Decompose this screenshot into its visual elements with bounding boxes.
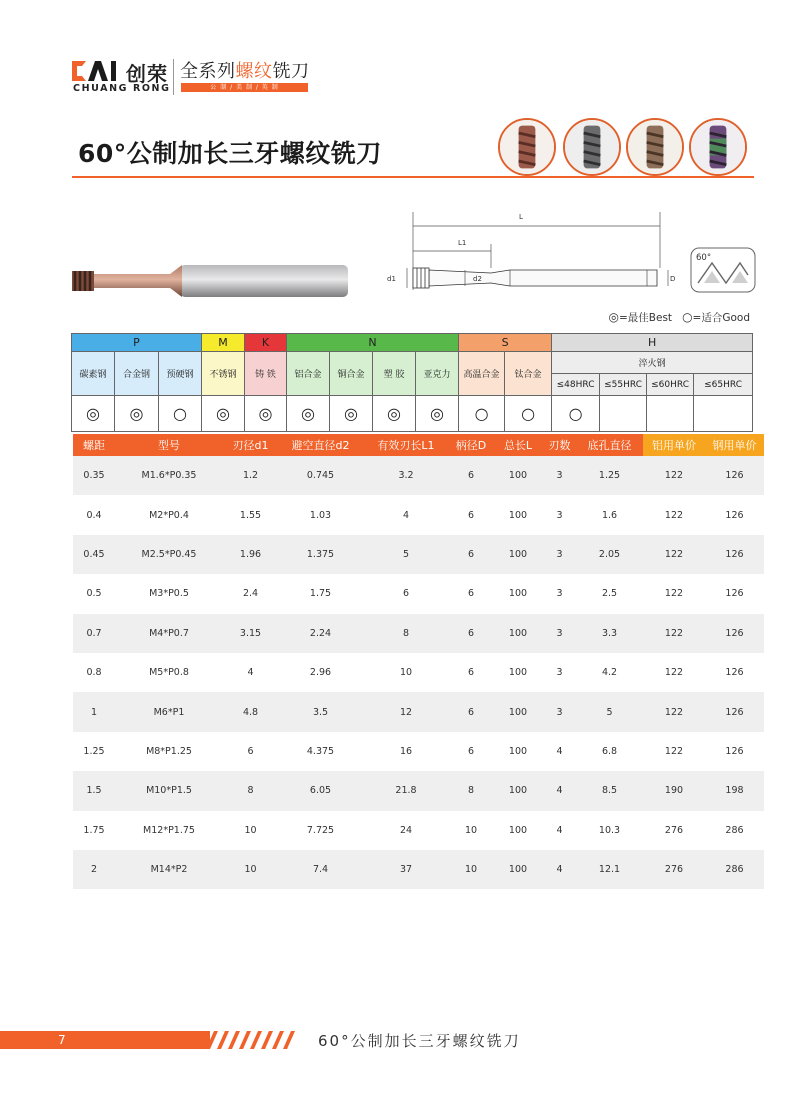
spec-cell: 3.15 bbox=[223, 614, 278, 653]
spec-cell: 24 bbox=[399, 824, 413, 836]
col-price-steel: 钢用单价 bbox=[705, 434, 764, 456]
material-stainless: 不锈钢 bbox=[202, 352, 245, 396]
hardness-65: ≤65HRC bbox=[694, 374, 753, 396]
col-L: 总长L bbox=[493, 434, 543, 456]
spec-cell: 37 bbox=[363, 850, 449, 889]
group-M: M bbox=[202, 334, 245, 352]
spec-cell: 126 bbox=[705, 692, 764, 731]
rating-cell bbox=[694, 396, 753, 432]
spec-cell: 6 bbox=[467, 588, 475, 600]
spec-cell: 1.75 bbox=[309, 588, 332, 600]
rating-cell: ◎ bbox=[115, 396, 159, 432]
brand-name-cn: 创荣 bbox=[126, 62, 168, 86]
spec-cell: 286 bbox=[725, 824, 744, 836]
tool-photo bbox=[70, 262, 350, 300]
spec-cell: 6 bbox=[467, 745, 475, 757]
spec-cell: 122 bbox=[664, 667, 684, 679]
spec-cell: 1.25 bbox=[576, 456, 643, 495]
spec-cell: 6 bbox=[449, 535, 493, 574]
spec-cell: 100 bbox=[508, 588, 528, 600]
spec-cell: 100 bbox=[508, 745, 528, 757]
spec-cell: 0.7 bbox=[73, 614, 115, 653]
dim-label-L: L bbox=[519, 213, 523, 221]
rating-cell: ◎ bbox=[373, 396, 416, 432]
spec-cell: 122 bbox=[643, 456, 705, 495]
spec-cell: 3 bbox=[556, 667, 563, 679]
spec-cell: 5 bbox=[576, 692, 643, 731]
material-plastic: 塑 胶 bbox=[373, 352, 416, 396]
spec-cell: 126 bbox=[705, 535, 764, 574]
rating-cell: ○ bbox=[159, 396, 202, 432]
spec-cell: 1.96 bbox=[223, 535, 278, 574]
spec-cell: M12*P1.75 bbox=[143, 824, 195, 836]
spec-cell: 10 bbox=[223, 850, 278, 889]
rating-cell: ○ bbox=[505, 396, 552, 432]
dimension-drawing bbox=[385, 210, 675, 300]
spec-cell: 3.3 bbox=[576, 614, 643, 653]
spec-cell: 126 bbox=[705, 456, 764, 495]
spec-cell: 6 bbox=[467, 667, 475, 679]
spec-cell: 4.375 bbox=[306, 745, 335, 757]
thread-angle-icon bbox=[690, 247, 756, 293]
col-price-al: 铝用单价 bbox=[643, 434, 705, 456]
spec-cell: 2.96 bbox=[309, 667, 332, 679]
spec-cell: 8 bbox=[363, 614, 449, 653]
spec-cell: 126 bbox=[725, 509, 744, 521]
spec-row bbox=[73, 771, 764, 810]
spec-cell: 122 bbox=[664, 588, 684, 600]
spec-cell: 4.2 bbox=[601, 667, 618, 679]
spec-cell: 122 bbox=[664, 509, 684, 521]
spec-cell: 6.8 bbox=[601, 745, 618, 757]
brand-series: 全系列螺纹铣刀 bbox=[180, 61, 310, 82]
footer-stripes bbox=[200, 1031, 300, 1049]
material-copper: 铜合金 bbox=[330, 352, 373, 396]
spec-cell: 3 bbox=[556, 509, 563, 521]
rating-cell bbox=[647, 396, 694, 432]
col-d1: 刃径d1 bbox=[223, 434, 278, 456]
material-alloy-steel: 合金钢 bbox=[115, 352, 159, 396]
group-N: N bbox=[287, 334, 459, 352]
spec-cell: 0.5 bbox=[86, 588, 102, 600]
spec-cell: 0.4 bbox=[86, 509, 102, 521]
spec-row bbox=[73, 732, 764, 771]
spec-cell: 4 bbox=[556, 824, 563, 836]
spec-row bbox=[73, 574, 764, 613]
best-symbol: ◎ bbox=[608, 310, 619, 324]
group-P: P bbox=[72, 334, 202, 352]
brand-logo bbox=[70, 55, 320, 100]
spec-cell: 7.725 bbox=[306, 824, 335, 836]
spec-cell: 276 bbox=[664, 824, 684, 836]
col-d2: 避空直径d2 bbox=[278, 434, 363, 456]
col-model: 型号 bbox=[115, 434, 223, 456]
spec-cell: 2 bbox=[73, 850, 115, 889]
material-acrylic: 亚克力 bbox=[416, 352, 459, 396]
spec-cell: 1.5 bbox=[73, 771, 115, 810]
material-titanium: 钛合金 bbox=[505, 352, 552, 396]
spec-cell: 0.45 bbox=[73, 535, 115, 574]
spec-cell: M4*P0.7 bbox=[115, 614, 223, 653]
col-flutes: 刃数 bbox=[543, 434, 576, 456]
coating-thumb-1 bbox=[498, 118, 556, 176]
spec-cell: 4 bbox=[402, 509, 410, 521]
spec-cell: 3.2 bbox=[363, 456, 449, 495]
spec-cell: 0.8 bbox=[86, 667, 102, 679]
spec-cell: 1.25 bbox=[83, 745, 105, 757]
spec-cell: 100 bbox=[508, 667, 528, 679]
spec-row bbox=[73, 850, 764, 889]
material-cast-iron: 铸 铁 bbox=[245, 352, 287, 396]
spec-cell: 10 bbox=[244, 824, 257, 836]
spec-cell: 10 bbox=[399, 667, 413, 679]
spec-cell: M5*P0.8 bbox=[149, 667, 189, 679]
spec-cell: 1.55 bbox=[239, 509, 262, 521]
spec-cell: 4 bbox=[543, 850, 576, 889]
col-hole: 底孔直径 bbox=[576, 434, 643, 456]
spec-cell: 1.375 bbox=[278, 535, 363, 574]
spec-cell: 190 bbox=[643, 771, 705, 810]
col-pitch: 螺距 bbox=[73, 434, 115, 456]
material-table bbox=[71, 333, 753, 432]
spec-row bbox=[73, 456, 764, 495]
spec-cell: 10 bbox=[464, 824, 478, 836]
spec-cell: 6 bbox=[449, 456, 493, 495]
spec-cell: 1.75 bbox=[83, 824, 105, 836]
rating-cell: ◎ bbox=[72, 396, 115, 432]
rating-cell: ○ bbox=[552, 396, 600, 432]
spec-cell: 126 bbox=[725, 667, 744, 679]
spec-header-row bbox=[73, 434, 764, 456]
spec-cell: 12.1 bbox=[576, 850, 643, 889]
spec-cell: 126 bbox=[705, 614, 764, 653]
spec-cell: M1.6*P0.35 bbox=[115, 456, 223, 495]
coating-thumb-4 bbox=[689, 118, 747, 176]
spec-cell: 122 bbox=[643, 692, 705, 731]
spec-cell: 6 bbox=[467, 509, 475, 521]
spec-cell: 4 bbox=[556, 745, 563, 757]
material-hardened-steel: 淬火钢 bbox=[552, 352, 753, 374]
page-number: 7 bbox=[58, 1033, 66, 1047]
group-K: K bbox=[245, 334, 287, 352]
spec-cell: M2.5*P0.45 bbox=[115, 535, 223, 574]
spec-cell: 10.3 bbox=[598, 824, 621, 836]
spec-row bbox=[73, 535, 764, 574]
spec-cell: M10*P1.5 bbox=[115, 771, 223, 810]
spec-row bbox=[73, 811, 764, 850]
col-L1: 有效刃长L1 bbox=[363, 434, 449, 456]
title-underline bbox=[72, 176, 754, 178]
spec-cell: 100 bbox=[508, 824, 528, 836]
hardness-48: ≤48HRC bbox=[552, 374, 600, 396]
footer-bar bbox=[0, 1031, 210, 1049]
spec-cell: 6 bbox=[402, 588, 410, 600]
spec-cell: M8*P1.25 bbox=[146, 745, 192, 757]
spec-cell: 12 bbox=[363, 692, 449, 731]
spec-row bbox=[73, 495, 764, 534]
spec-cell: 6 bbox=[449, 692, 493, 731]
material-carbon-steel: 碳素钢 bbox=[72, 352, 115, 396]
spec-row bbox=[73, 614, 764, 653]
spec-cell: 1 bbox=[73, 692, 115, 731]
spec-cell: 2.5 bbox=[601, 588, 618, 600]
rating-cell: ◎ bbox=[416, 396, 459, 432]
spec-cell: 276 bbox=[643, 850, 705, 889]
coating-thumb-2 bbox=[563, 118, 621, 176]
brand-logo-icon bbox=[70, 59, 124, 83]
brand-name-en: CHUANG RONG bbox=[73, 83, 171, 94]
brand-divider bbox=[173, 59, 174, 95]
footer-title: 60°公制加长三牙螺纹铣刀 bbox=[318, 1032, 521, 1050]
col-D: 柄径D bbox=[449, 434, 493, 456]
spec-cell: 1.03 bbox=[309, 509, 332, 521]
spec-cell: 1.6 bbox=[601, 509, 618, 521]
spec-cell: 3 bbox=[543, 692, 576, 731]
best-text: =最佳Best bbox=[618, 312, 673, 324]
dim-label-D: D bbox=[670, 275, 675, 283]
spec-cell: M14*P2 bbox=[115, 850, 223, 889]
spec-cell: 122 bbox=[664, 745, 684, 757]
spec-cell: 198 bbox=[705, 771, 764, 810]
spec-cell: 7.4 bbox=[278, 850, 363, 889]
dim-label-d2: d2 bbox=[473, 275, 482, 283]
spec-cell: 5 bbox=[363, 535, 449, 574]
good-symbol: ○ bbox=[682, 310, 693, 324]
page-title: 60°公制加长三牙螺纹铣刀 bbox=[78, 139, 382, 168]
spec-cell: 100 bbox=[493, 535, 543, 574]
spec-row bbox=[73, 653, 764, 692]
spec-cell: 6 bbox=[449, 614, 493, 653]
spec-cell: 8.5 bbox=[576, 771, 643, 810]
material-superalloy: 高温合金 bbox=[459, 352, 505, 396]
spec-cell: M2*P0.4 bbox=[149, 509, 189, 521]
spec-cell: 0.745 bbox=[278, 456, 363, 495]
thread-angle-label: 60° bbox=[696, 253, 712, 263]
hardness-55: ≤55HRC bbox=[600, 374, 647, 396]
rating-cell: ◎ bbox=[202, 396, 245, 432]
spec-table bbox=[73, 434, 764, 889]
spec-cell: 0.35 bbox=[73, 456, 115, 495]
spec-cell: 10 bbox=[449, 850, 493, 889]
spec-cell: 3 bbox=[543, 535, 576, 574]
spec-cell: 100 bbox=[493, 456, 543, 495]
spec-cell: 16 bbox=[399, 745, 413, 757]
spec-cell: 3 bbox=[543, 614, 576, 653]
spec-cell: 3 bbox=[543, 456, 576, 495]
spec-cell: 122 bbox=[643, 614, 705, 653]
spec-cell: M3*P0.5 bbox=[149, 588, 189, 600]
spec-cell: M6*P1 bbox=[115, 692, 223, 731]
spec-cell: 8 bbox=[449, 771, 493, 810]
spec-cell: 3.5 bbox=[278, 692, 363, 731]
spec-cell: 21.8 bbox=[363, 771, 449, 810]
spec-cell: 2.05 bbox=[576, 535, 643, 574]
spec-cell: 126 bbox=[725, 588, 744, 600]
brand-subtitle: 公 制 / 美 制 / 英 制 bbox=[181, 83, 308, 92]
group-H: H bbox=[552, 334, 753, 352]
spec-cell: 100 bbox=[493, 692, 543, 731]
rating-legend bbox=[609, 310, 751, 325]
spec-cell: 8 bbox=[223, 771, 278, 810]
spec-row bbox=[73, 692, 764, 731]
dim-label-L1: L1 bbox=[458, 239, 467, 247]
spec-cell: 2.24 bbox=[278, 614, 363, 653]
spec-cell: 100 bbox=[493, 850, 543, 889]
rating-cell: ○ bbox=[459, 396, 505, 432]
spec-cell: 1.2 bbox=[223, 456, 278, 495]
rating-cell: ◎ bbox=[245, 396, 287, 432]
rating-cell bbox=[600, 396, 647, 432]
rating-cell: ◎ bbox=[287, 396, 330, 432]
spec-cell: 100 bbox=[508, 509, 528, 521]
spec-cell: 4 bbox=[247, 667, 254, 679]
spec-cell: 4 bbox=[543, 771, 576, 810]
coating-thumb-3 bbox=[626, 118, 684, 176]
spec-cell: 126 bbox=[725, 745, 744, 757]
dim-label-d1: d1 bbox=[387, 275, 396, 283]
spec-cell: 6 bbox=[247, 745, 254, 757]
rating-cell: ◎ bbox=[330, 396, 373, 432]
spec-cell: 100 bbox=[493, 614, 543, 653]
spec-cell: 286 bbox=[705, 850, 764, 889]
group-S: S bbox=[459, 334, 552, 352]
material-prehardened-steel: 预硬钢 bbox=[159, 352, 202, 396]
spec-cell: 6.05 bbox=[278, 771, 363, 810]
hardness-60: ≤60HRC bbox=[647, 374, 694, 396]
spec-cell: 2.4 bbox=[242, 588, 259, 600]
spec-cell: 3 bbox=[556, 588, 563, 600]
material-aluminum: 铝合金 bbox=[287, 352, 330, 396]
spec-cell: 100 bbox=[493, 771, 543, 810]
rating-row bbox=[72, 396, 753, 432]
spec-cell: 122 bbox=[643, 535, 705, 574]
spec-cell: 4.8 bbox=[223, 692, 278, 731]
good-text: =适合Good bbox=[692, 312, 750, 324]
